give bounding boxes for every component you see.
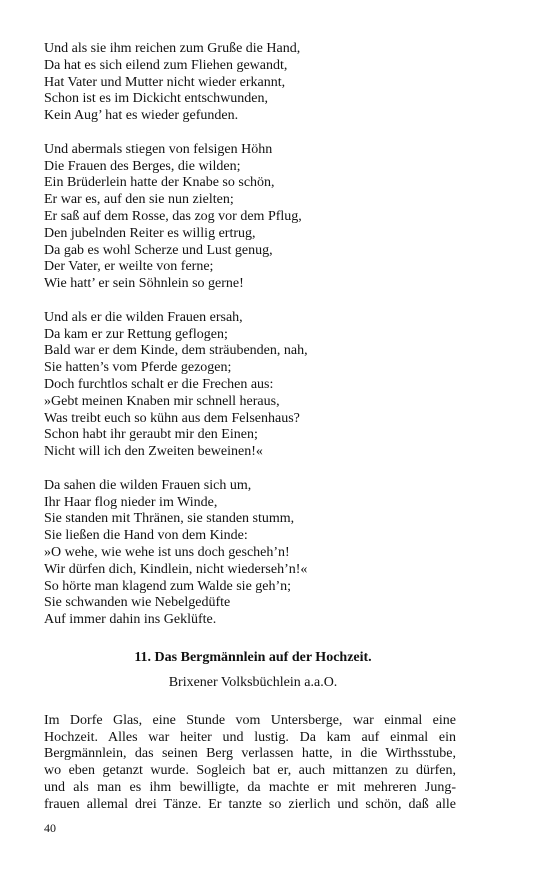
prose-line: Bergmännlein, das seinen Berg verlassen hatte, in die Wirthsstube,	[44, 746, 456, 762]
verse-line: Hat Vater und Mutter nicht wieder erkannt,	[44, 74, 286, 90]
verse-line: Sie hatten’s vom Pferde gezogen;	[44, 360, 232, 376]
verse-line: Doch furchtlos schalt er die Frechen aus:	[44, 376, 274, 392]
stanza-1	[44, 41, 456, 125]
verse-line: Da sahen die wilden Frauen sich um,	[44, 477, 252, 493]
verse-line: Und als sie ihm reichen zum Gruße die Hand,	[44, 41, 301, 56]
verse-line: So hörte man klagend zum Walde sie geh’n;	[44, 578, 292, 594]
poem	[44, 41, 456, 629]
prose-line: Hochzeit. Alles war heiter und lustig. Da kam auf einmal ein	[44, 729, 456, 745]
verse-line: Da kam er zur Rettung geflogen;	[44, 326, 228, 342]
stanza-3	[44, 310, 456, 461]
verse-line: Sie standen mit Thränen, sie standen stumm,	[44, 511, 295, 527]
verse-line: Wir dürfen dich, Kindlein, nicht wiederseh’n!«	[44, 561, 308, 577]
prose-line: frauen allemal drei Tänze. Er tanzte so zierlich und schön, daß alle	[44, 796, 456, 812]
verse-line: Kein Aug’ hat es wieder gefunden.	[44, 108, 239, 124]
prose-line: wo eben getanzt wurde. Sogleich bat er, auch mittanzen zu dürfen,	[44, 763, 456, 779]
verse-line: Er saß auf dem Rosse, das zog vor dem Pflug,	[44, 208, 302, 224]
verse-line: Was treibt euch so kühn aus dem Felsenhaus?	[44, 410, 300, 426]
verse-line: Er war es, auf den sie nun zielten;	[44, 192, 234, 208]
verse-line: Bald war er dem Kinde, dem sträubenden, nah,	[44, 343, 308, 359]
page-number: 40	[44, 821, 56, 835]
verse-line: Und als er die wilden Frauen ersah,	[44, 309, 243, 325]
verse-line: Sie schwanden wie Nebelgedüfte	[44, 595, 231, 611]
prose-paragraph	[44, 713, 456, 814]
verse-line: Da gab es wohl Scherze und Lust genug,	[44, 242, 273, 258]
page-content	[44, 41, 456, 814]
verse-line: Schon ist es im Dickicht entschwunden,	[44, 91, 268, 107]
verse-line: Nicht will ich den Zweiten beweinen!«	[44, 444, 263, 460]
verse-line: Und abermals stiegen von felsigen Höhn	[44, 141, 273, 157]
section-title: 11. Das Bergmännlein auf der Hochzeit.	[134, 649, 372, 665]
section-source: Brixener Volksbüchlein a.a.O.	[168, 674, 338, 690]
verse-line: Ein Brüderlein hatte der Knabe so schön,	[44, 175, 275, 191]
verse-line: »O wehe, wie wehe ist uns doch gescheh’n!	[44, 544, 290, 560]
verse-line: Sie ließen die Hand von dem Kinde:	[44, 528, 248, 544]
prose-line: und als man es ihm bewilligte, da machte er mit mehreren Jung-	[44, 780, 456, 796]
verse-line: Der Vater, er weilte von ferne;	[44, 259, 214, 275]
stanza-4	[44, 478, 456, 629]
verse-line: Da hat es sich eilend zum Fliehen gewandt,	[44, 57, 288, 73]
verse-line: Den jubelnden Reiter es willig ertrug,	[44, 225, 256, 241]
stanza-2	[44, 142, 456, 293]
verse-line: Die Frauen des Berges, die wilden;	[44, 158, 241, 174]
verse-line: Schon habt ihr geraubt mir den Einen;	[44, 427, 258, 443]
verse-line: Auf immer dahin ins Geklüfte.	[44, 612, 217, 628]
verse-line: Ihr Haar flog nieder im Winde,	[44, 494, 218, 510]
verse-line: Wie hatt’ er sein Söhnlein so gerne!	[44, 276, 244, 292]
verse-line: »Gebt meinen Knaben mir schnell heraus,	[44, 393, 280, 409]
prose-line: Im Dorfe Glas, eine Stunde vom Untersberge, war einmal eine	[44, 712, 456, 728]
